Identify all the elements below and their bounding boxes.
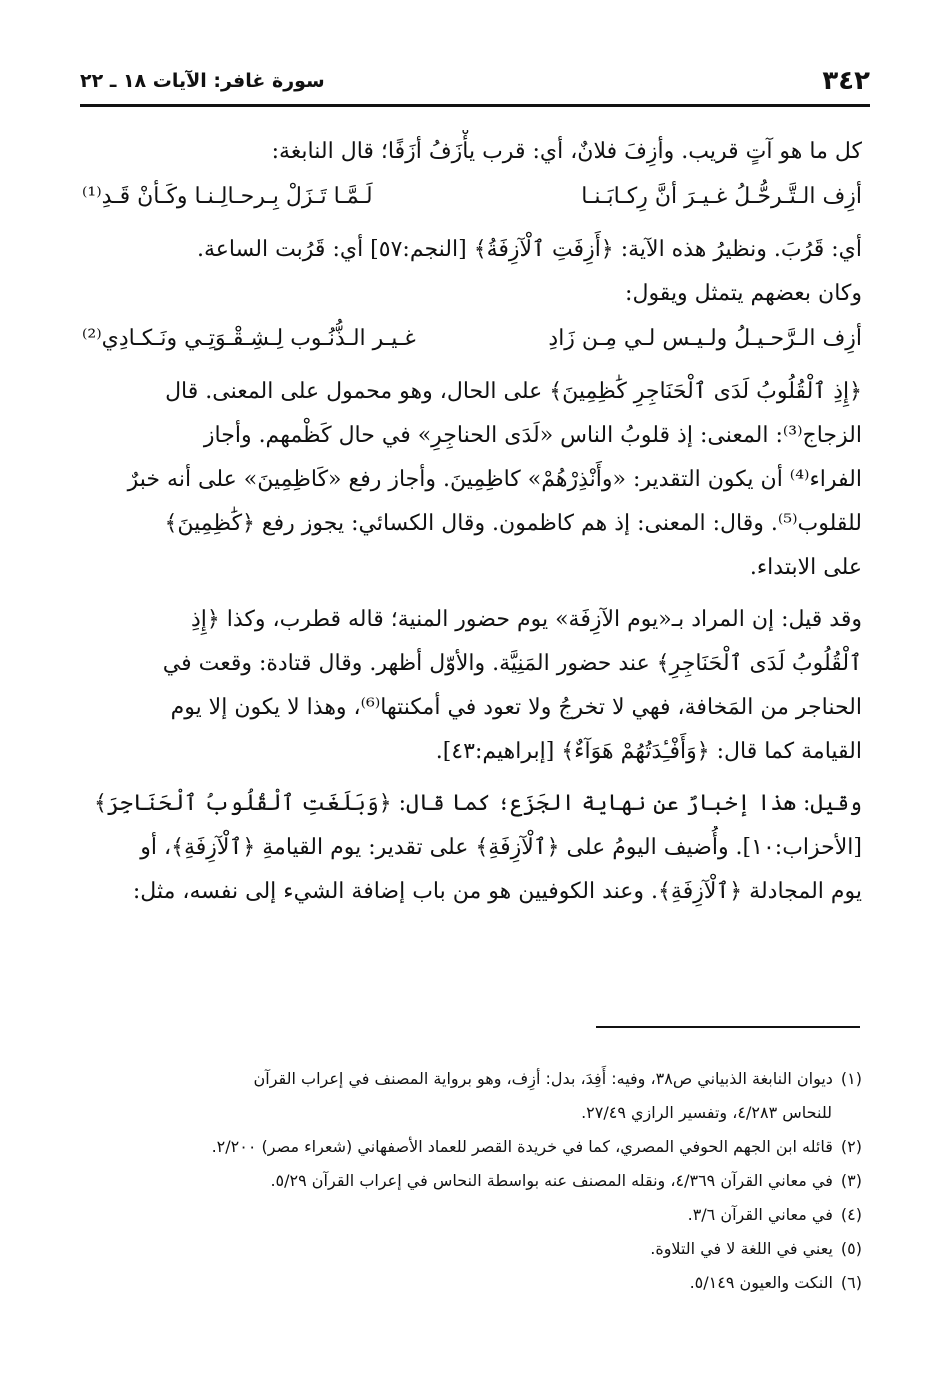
footnote-number: (٥): [840, 1239, 862, 1258]
footnote-number: (٤): [840, 1205, 862, 1224]
verse-hemistich-left: لَـمَّـا تَـزَلْ بِـرحـالِـنـا وكَـأنْ قَـدِ⁽¹⁾: [82, 184, 373, 209]
footnote-number: (٦): [840, 1273, 862, 1292]
footnote-item: [82, 1062, 862, 1096]
footnote-item: [82, 1130, 862, 1164]
text-line: [الأحزاب:١٠]. وأُضيف اليومُ على ﴿ٱلْآزِفَةِ﴾ على تقدير: يوم القيامةِ ﴿ٱلْآزِفَةِ﴾، أو: [140, 835, 862, 860]
text-line: أي: قَرُبَ. ونظيرُ هذه الآية: ﴿أَزِفَتِ ٱلْآزِفَةُ﴾ [النجم:٥٧] أي: قَرُبت الساعة.: [197, 237, 862, 262]
footnotes: [82, 1062, 862, 1300]
footnote-item: [82, 1266, 862, 1300]
footnote-text: في معاني القرآن ٣/٦.: [687, 1205, 833, 1224]
text-line: القيامة كما قال: ﴿وَأَفْـِٔدَتُهُمْ هَوَآءٌ﴾ [إبراهيم:٤٣].: [435, 739, 862, 764]
text-line: الفراء⁽⁴⁾ أن يكون التقدير: «وأَنْذِرْهُمْ» كاظِمِينَ. وأجاز رفع «كَاظِمِينَ» على أنه خبرٌ: [127, 467, 862, 492]
text-line: وقد قيل: إن المراد بـ«يوم الآزِفَة» يوم حضور المنية؛ قاله قطرب، وكذا ﴿إِذِ: [190, 607, 862, 632]
text-line: للقلوب⁽⁵⁾. وقال: المعنى: إذ هم كاظمون. وقال الكسائي: يجوز رفع ﴿كَٰظِمِينَ﴾: [164, 511, 862, 536]
footnote-text: يعني في اللغة لا في التلاوة.: [650, 1239, 833, 1258]
text-line: وقيل: هذا إخبارٌ عن نهاية الجَزَع؛ كما قال: ﴿وَبَلَغَتِ ٱلْقُلُوبُ ٱلْحَنَاجِرَ﴾: [94, 791, 862, 816]
footnote-text: النكت والعيون ٥/١٤٩.: [689, 1273, 833, 1292]
poem-verse-1: [82, 174, 862, 220]
text-line: الحناجر من المَخافة، فهي لا تخرجُ ولا تعود في أمكنتها⁽⁶⁾، وهذا لا يكون إلا يوم: [170, 695, 862, 720]
verse-hemistich-right: أزِف الـرَّحـيـلُ ولـيـس لـي مِـن زَادِ: [548, 326, 862, 351]
text-line: على الابتداء.: [749, 555, 862, 580]
footnote-number: (٢): [840, 1137, 862, 1156]
footnote-item: [82, 1096, 862, 1130]
footnote-text: في معاني القرآن ٤/٣٦٩، ونقله المصنف عنه بواسطة النحاس في إعراب القرآن ٥/٢٩.: [270, 1171, 833, 1190]
text-line: يوم المجادلة ﴿ٱلْآزِفَةِ﴾. وعند الكوفيين هو من باب إضافة الشيء إلى نفسه، مثل:: [132, 879, 862, 904]
footnote-text: ديوان النابغة الذبياني ص٣٨، وفيه: أَفِدَ، بدل: أزِف، وهو برواية المصنف في إعراب القرآن: [253, 1069, 833, 1088]
footnote-item: [82, 1198, 862, 1232]
footnote-number: (٣): [840, 1171, 862, 1190]
page-number: ٣٤٢: [822, 66, 870, 96]
footnote-item: [82, 1232, 862, 1266]
footnote-item: [82, 1164, 862, 1198]
running-title: سورة غافر: الآيات ١٨ ـ ٢٢: [80, 70, 325, 92]
verse-hemistich-left: غـيـر الـذُّنُـوب لِـشِـقْـوَتِـي ونَـكـادِي⁽²⁾: [82, 326, 416, 351]
text-line: ﴿إِذِ ٱلْقُلُوبُ لَدَى ٱلْحَنَاجِرِ كَٰظِمِينَ﴾ على الحال، وهو محمول على المعنى. قال: [165, 379, 862, 404]
footnote-text: للنحاس ٤/٢٨٣، وتفسير الرازي ٢٧/٤٩.: [581, 1103, 832, 1122]
main-text: [82, 130, 862, 914]
header-rule: [80, 104, 870, 107]
text-line: وكان بعضهم يتمثل ويقول:: [625, 281, 862, 306]
footnote-text: قائله ابن الجهم الحوفي المصري، كما في خريدة القصر للعماد الأصفهاني (شعراء مصر) ٢/٢٠٠.: [211, 1137, 833, 1156]
page-header: [80, 66, 870, 98]
text-line: الزجاج⁽³⁾: المعنى: إذ قلوبُ الناس «لَدَى الحناجِرِ» في حال كَظْمهم. وأجاز: [203, 423, 862, 448]
verse-hemistich-right: أزِف الـتَّـرحُّـلُ غـيـرَ أنَّ رِكـابَـنـا: [581, 184, 862, 209]
footnote-number: (١): [840, 1069, 862, 1088]
poem-verse-2: [82, 316, 862, 362]
footnote-separator: [596, 1026, 860, 1028]
text-line: كل ما هو آتٍ قريب. وأزِفَ فلانٌ، أي: قرب يأْزَفُ أزَفًا؛ قال النابغة:: [271, 139, 862, 164]
text-line: ٱلْقُلُوبُ لَدَى ٱلْحَنَاجِرِ﴾ عند حضور المَنِيَّة. والأوّل أظهر. وقال قتادة: وقعت في: [162, 651, 862, 676]
